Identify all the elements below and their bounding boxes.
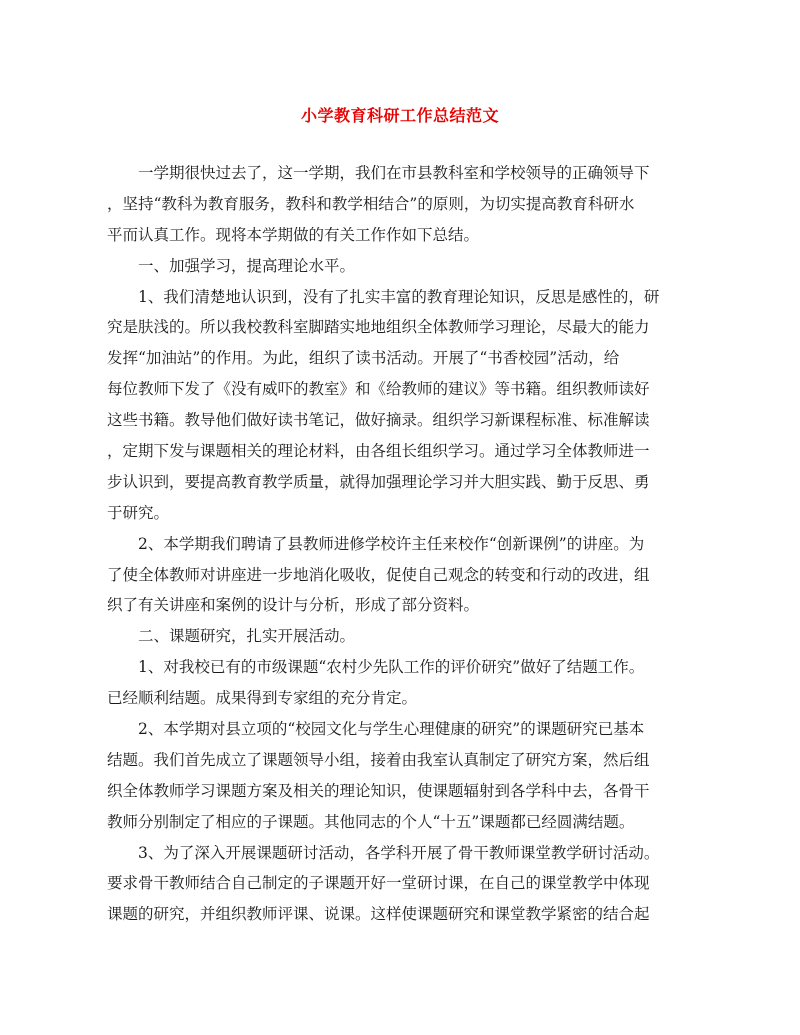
text-line: 究是肤浅的。所以我校教科室脚踏实地地组织全体教师学习理论，尽最大的能力: [107, 318, 650, 337]
text-line: 教师分别制定了相应的子课题。其他同志的个人“十五”课题都已经圆满结题。: [107, 812, 635, 831]
document-body: [107, 158, 693, 930]
text-line: 步认识到，要提高教育教学质量，就得加强理论学习并大胆实践、勤于反思、勇: [107, 472, 650, 491]
text-line: 织全体教师学习课题方案及相关的理论知识，使课题辐射到各学科中去，各骨干: [107, 781, 650, 800]
text-line: 这些书籍。教导他们做好读书笔记，做好摘录。组织学习新课程标准、标准解读: [107, 411, 650, 430]
text-line: 织了有关讲座和案例的设计与分析，形成了部分资料。: [107, 596, 480, 615]
text-line: 发挥“加油站”的作用。为此，组织了读书活动。开展了“书香校园”活动，给: [107, 349, 620, 368]
text-line: ，定期下发与课题相关的理论材料，由各组长组织学习。通过学习全体教师进一: [107, 442, 650, 461]
text-line: 已经顺利结题。成果得到专家组的充分肯定。: [107, 689, 418, 708]
document-title: 小学教育科研工作总结范文: [300, 106, 499, 125]
text-line: 每位教师下发了《没有威吓的教室》和《给教师的建议》等书籍。组织教师读好: [107, 380, 650, 399]
text-line: 课题的研究，并组织教师评课、说课。这样使课题研究和课堂教学紧密的结合起: [107, 905, 650, 924]
text-line: 2、本学期我们聘请了县教师进修学校许主任来校作“创新课例”的讲座。为: [138, 534, 645, 553]
text-line: 要求骨干教师结合自己制定的子课题开好一堂研讨课，在自己的课堂教学中体现: [107, 874, 650, 893]
paragraph-section-2-item-3: [107, 838, 693, 931]
text-line: 1、我们清楚地认识到，没有了扎实丰富的教育理论知识，反思是感性的，研: [138, 287, 660, 306]
text-line: 一学期很快过去了，这一学期，我们在市县教科室和学校领导的正确领导下: [138, 164, 650, 182]
paragraph-section-2-item-1: [107, 652, 693, 714]
text-line: 2、本学期对县立项的“校园文化与学生心理健康的研究”的课题研究已基本: [138, 720, 645, 739]
text-line: 一、加强学习，提高理论水平。: [138, 256, 356, 275]
paragraph-section-2-heading: [107, 621, 693, 652]
text-line: 结题。我们首先成立了课题领导小组，接着由我室认真制定了研究方案，然后组: [107, 750, 650, 769]
text-line: ，坚持“教科为教育服务，教科和教学相结合”的原则，为切实提高教育科研水: [107, 194, 635, 213]
paragraph-intro: [107, 158, 693, 251]
paragraph-section-1-heading: [107, 251, 693, 282]
text-line: 于研究。: [107, 503, 170, 522]
paragraph-section-2-item-2: [107, 714, 693, 838]
paragraph-section-1-item-1: [107, 282, 693, 529]
text-line: 了使全体教师对讲座进一步地消化吸收，促使自己观念的转变和行动的改进，组: [107, 565, 650, 584]
text-line: 平而认真工作。现将本学期做的有关工作作如下总结。: [107, 225, 480, 244]
text-line: 二、课题研究，扎实开展活动。: [138, 627, 356, 646]
text-line: 3、为了深入开展课题研讨活动，各学科开展了骨干教师课堂教学研讨活动。: [138, 843, 660, 862]
text-line: 1、对我校已有的市级课题“农村少先队工作的评价研究”做好了结题工作。: [138, 658, 645, 677]
paragraph-section-1-item-2: [107, 529, 693, 622]
